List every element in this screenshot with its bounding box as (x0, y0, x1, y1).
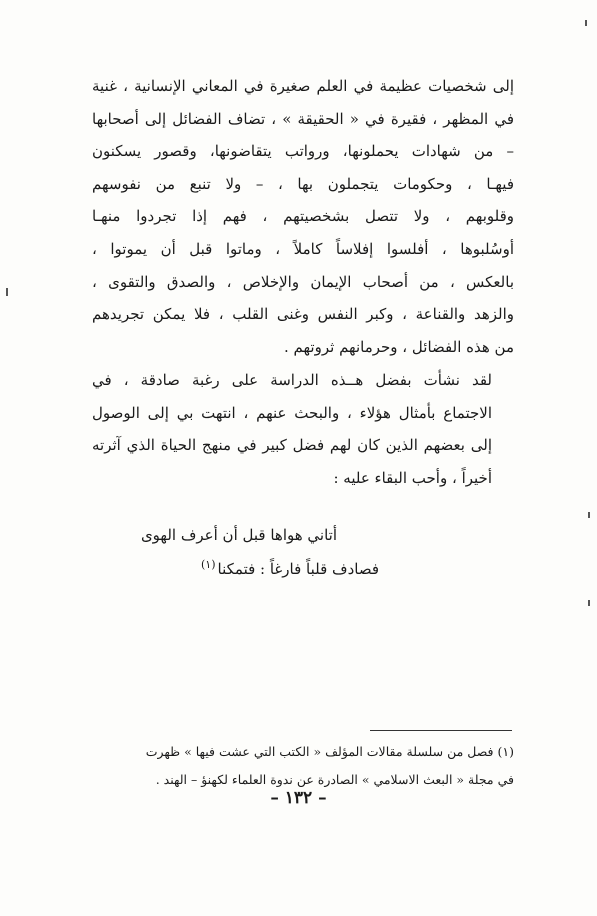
paragraph-1-line: بالعكس ، من أصحاب الإيمان والإخلاص ، والصدق والتقوى ، (92, 272, 514, 291)
paragraph-1-line: أوسُلبوها ، أفلسوا إفلاساً كاملاً ، وماتوا قبل أن يموتوا ، (92, 239, 514, 258)
scan-edge-mark-left (6, 288, 8, 296)
paragraph-1-line: وقلوبهم ، ولا تتصل بشخصيتهم ، فهم إذا تجردوا منهـا (92, 207, 514, 226)
paragraph-2 (92, 364, 514, 494)
scan-edge-mark-right-lower (588, 600, 590, 606)
paragraph-1-line: من هذه الفضائل ، وحرمانهم ثروتهم . (284, 337, 514, 356)
paragraph-1-line: في المظهر ، فقيرة في « الحقيقة » ، تضاف الفضائل إلى أصحابها (92, 109, 514, 128)
poem-verse-1-text: أتاني هواها قبل أن أعرف الهوى (140, 526, 337, 544)
paragraph-1-line: فيهـا ، وحكومات يتجملون بها ، – ولا تنبع من نفوسهم (92, 174, 514, 193)
scan-edge-mark-right-middle (588, 512, 590, 518)
poem-verse-2-text: فصادف قلباً فارغاً : فتمكنا (217, 560, 379, 578)
footnote-line: في مجلة « البعث الاسلامي » الصادرة عن ندوة العلماء لكهنؤ – الهند . (155, 772, 514, 787)
paragraph-2-line: الاجتماع بأمثال هؤلاء ، والبحث عنهم ، انتهت بي إلى الوصول (92, 403, 492, 422)
paragraph-2-line: لقد نشأت بفضل هــذه الدراسة على رغبة صادقة ، في (92, 371, 492, 389)
paragraph-1-line: والزهد والقناعة ، وكبر النفس وغنى القلب ، فلا يمكن تجريدهم (92, 305, 514, 324)
paragraph-1 (92, 70, 514, 363)
paragraph-1-line: – من شهادات يحملونها، ورواتب يتقاضونها، وقصور يسكنون (92, 142, 514, 161)
paragraph-2-line: إلى بعضهم الذين كان لهم فضل كبير في منهج الحياة الذي آثرته (92, 436, 492, 455)
paragraph-1-line: إلى شخصيات عظيمة في العلم صغيرة في المعاني الإنسانية ، غنية (92, 77, 514, 95)
poem-verse-1 (141, 520, 337, 550)
footnote-reference-marker: (١) (201, 558, 216, 571)
scan-edge-mark-right-top (585, 20, 587, 26)
page-number: – ١٣٢ – (270, 788, 327, 808)
footnote-separator-rule (370, 730, 512, 731)
poem-verse-2 (201, 550, 379, 584)
footnote-line: (١) فصل من سلسلة مقالات المؤلف « الكتب التي عشت فيها » ظهرت (145, 744, 514, 759)
footnote (92, 738, 514, 794)
paragraph-2-line: أخيراً ، وأحب البقاء عليه : (333, 468, 492, 487)
